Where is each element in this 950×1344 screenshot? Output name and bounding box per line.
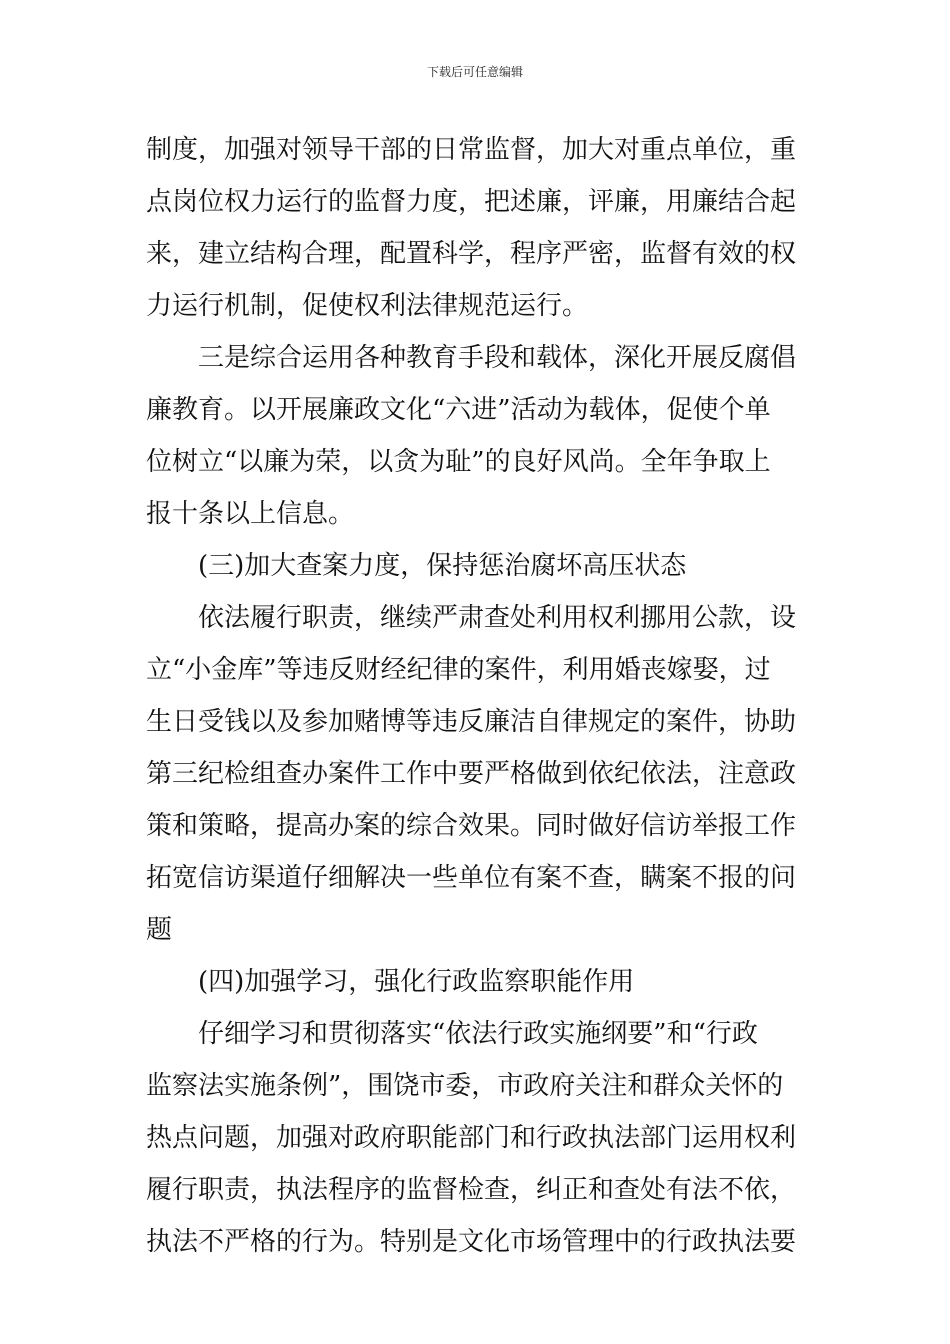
paragraph-2 xyxy=(146,332,806,540)
text-line: 点岗位权力运行的监督力度，把述廉，评廉，用廉结合起 xyxy=(146,187,797,217)
text-line: 报十条以上信息。 xyxy=(146,499,355,529)
paragraph-6 xyxy=(146,1008,806,1268)
text-line: 履行职责，执法程序的监督检查，纠正和查处有法不依， xyxy=(146,1175,797,1205)
text-line: 三是综合运用各种教育手段和载体，深化开展反腐倡 xyxy=(198,343,797,373)
text-line: 热点问题，加强对政府职能部门和行政执法部门运用权利 xyxy=(146,1123,797,1153)
text-line: 依法履行职责，继续严肃查处利用权利挪用公款，设 xyxy=(198,603,797,633)
page-header: 下载后可任意编辑 xyxy=(426,65,523,79)
text-line: 策和策略，提高办案的综合效果。同时做好信访举报工作 xyxy=(146,811,797,841)
text-line: 监察法实施条例”，围饶市委，市政府关注和群众关怀的 xyxy=(146,1071,784,1101)
text-line: 立“小金库”等违反财经纪律的案件，利用婚丧嫁娶，过 xyxy=(146,655,771,685)
text-line: 制度，加强对领导干部的日常监督，加大对重点单位，重 xyxy=(146,135,797,165)
text-line: 位树立“以廉为荣，以贪为耻”的良好风尚。全年争取上 xyxy=(146,447,771,477)
section-heading: (三)加大查案力度，保持惩治腐坏高压状态 xyxy=(198,551,687,581)
section-heading-3 xyxy=(146,540,806,592)
text-line: 拓宽信访渠道仔细解决一些单位有案不查，瞒案不报的问 xyxy=(146,863,797,893)
text-line: 廉教育。以开展廉政文化“六进”活动为载体，促使个单 xyxy=(146,395,771,425)
section-heading: (四)加强学习，强化行政监察职能作用 xyxy=(198,967,635,997)
text-line: 仔细学习和贯彻落实“依法行政实施纲要”和“行政 xyxy=(198,1019,758,1049)
text-line: 执法不严格的行为。特别是文化市场管理中的行政执法要 xyxy=(146,1227,797,1257)
document-body xyxy=(146,124,806,1268)
text-line: 力运行机制，促使权利法律规范运行。 xyxy=(146,291,589,321)
paragraph-4 xyxy=(146,592,806,956)
section-heading-4 xyxy=(146,956,806,1008)
text-line: 第三纪检组查办案件工作中要严格做到依纪依法，注意政 xyxy=(146,759,797,789)
text-line: 生日受钱以及参加赌博等违反廉洁自律规定的案件，协助 xyxy=(146,707,797,737)
text-line: 题 xyxy=(146,915,173,945)
text-line: 来，建立结构合理，配置科学，程序严密，监督有效的权 xyxy=(146,239,797,269)
paragraph-1 xyxy=(146,124,806,332)
